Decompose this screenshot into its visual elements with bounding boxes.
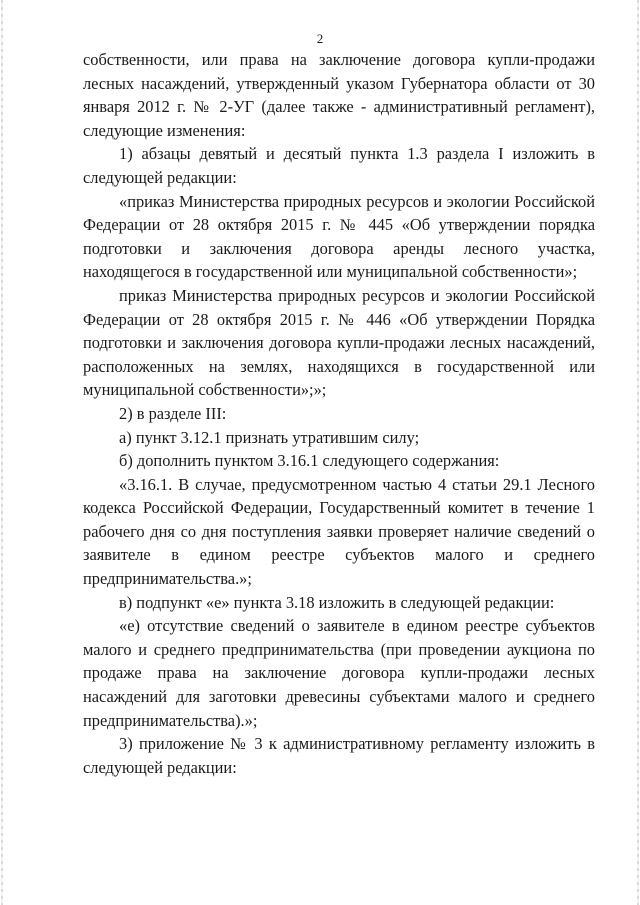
paragraph-9: в) подпункт «е» пункта 3.18 изложить в следующей редакции: <box>119 592 555 612</box>
paragraph-6: а) пункт 3.12.1 признать утратившим силу; <box>119 427 420 447</box>
paragraph-7: б) дополнить пунктом 3.16.1 следующего содержания: <box>119 451 500 471</box>
paragraph-5: 2) в разделе III: <box>119 403 227 423</box>
paragraph-8: «3.16.1. В случае, предусмотренном частью 4 статьи 29.1 Лесного кодекса Российской Федерации, Государственный комитет в течение 1 рабочего дня со дня поступления заявки проверяет наличие сведений о заявителе в едином реестре субъектов малого и среднего предпринимательства.»; <box>83 474 595 589</box>
paragraph-1: собственности, или права на заключение договора купли-продажи лесных насаждений, утвержденный указом Губернатора области от 30 января 2012 г. № 2-УГ (далее также - административный регламент), следующие изменения: <box>83 50 595 140</box>
page-number: 2 <box>316 31 324 46</box>
paragraph-10: «е) отсутствие сведений о заявителе в едином реестре субъектов малого и среднего предпринимательства (при проведении аукциона по продаже права на заключение договора купли-продажи лесных насаждений для заготовки древесины субъектами малого и среднего предпринимательства).»; <box>83 616 595 730</box>
document-body <box>83 48 595 779</box>
paragraph-3: «приказ Министерства природных ресурсов и экологии Российской Федерации от 28 октября 2015 г. № 445 «Об утверждении порядка подготовки и заключения договора аренды лесного участка, находящегося в государственной или муниципальной собственности»; <box>83 191 595 282</box>
paragraph-4: приказ Министерства природных ресурсов и экологии Российской Федерации от 28 октября 2015 г. № 446 «Об утверждении Порядка подготовки и заключения договора купли-продажи лесных насаждений, расположенных на землях, находящихся в государственной или муниципальной собственности»;»; <box>83 285 595 400</box>
paragraph-2: 1) абзацы девятый и десятый пункта 1.3 раздела I изложить в следующей редакции: <box>83 144 595 187</box>
scan-left-edge <box>1 0 3 905</box>
scan-right-edge <box>637 0 639 905</box>
paragraph-11: 3) приложение № 3 к административному регламенту изложить в следующей редакции: <box>83 734 595 777</box>
